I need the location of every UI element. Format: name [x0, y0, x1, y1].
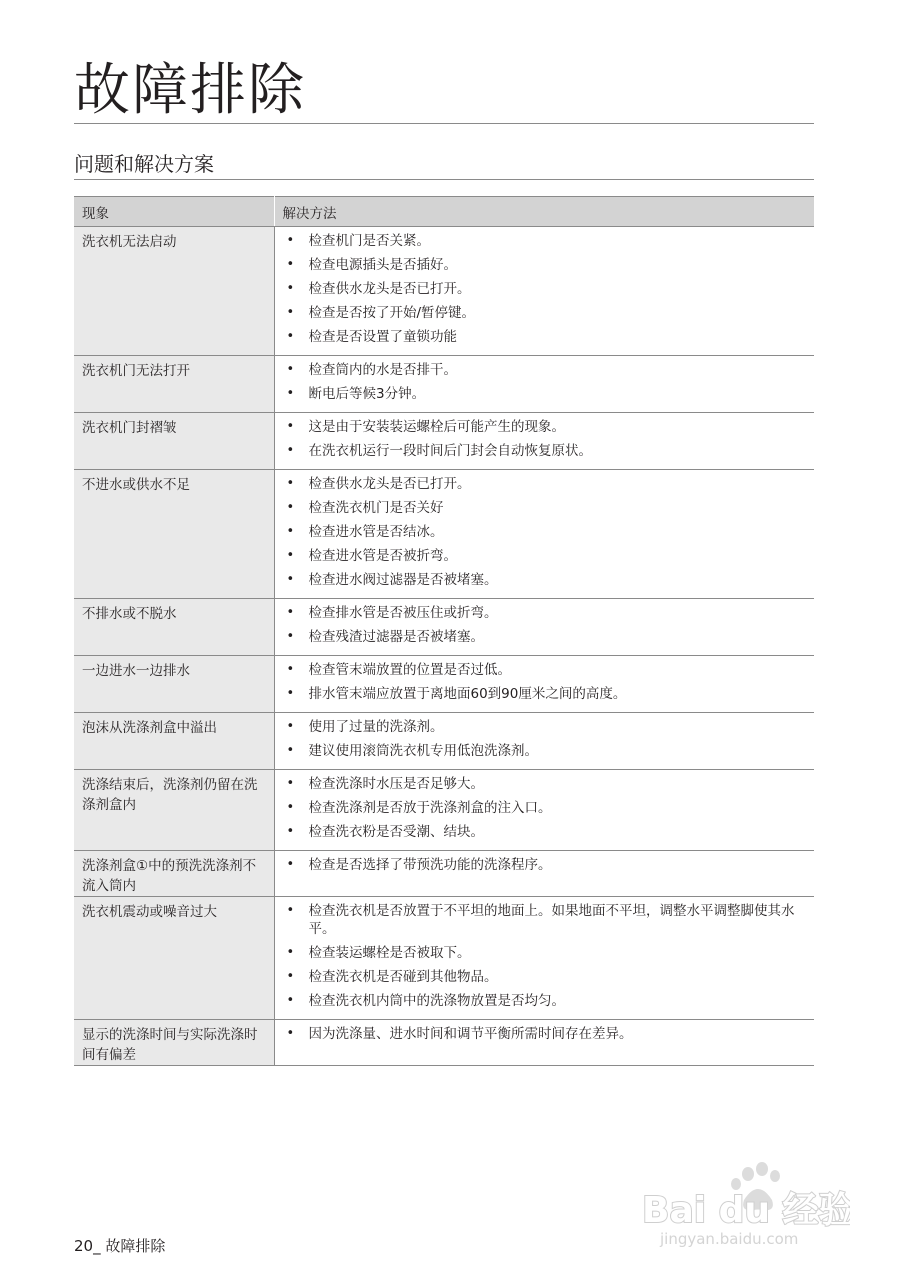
watermark-url-text: jingyan.baidu.com — [660, 1230, 799, 1248]
table-row — [74, 770, 814, 851]
solution-item: • 检查洗涤时水压是否足够大。 — [285, 775, 807, 793]
solution-item: • 检查洗衣机是否碰到其他物品。 — [285, 968, 807, 986]
watermark — [640, 1160, 850, 1250]
page-title: 故障排除 — [74, 58, 306, 123]
symptom-cell: 洗涤剂盒①中的预洗洗涤剂不流入筒内 — [74, 851, 274, 897]
solution-cell — [274, 851, 814, 897]
symptom-cell: 泡沫从洗涤剂盒中溢出 — [74, 713, 274, 770]
symptom-cell: 显示的洗涤时间与实际洗涤时间有偏差 — [74, 1020, 274, 1066]
solution-cell — [274, 1020, 814, 1066]
solution-item: • 检查装运螺栓是否被取下。 — [285, 944, 807, 962]
solution-item: • 检查供水龙头是否已打开。 — [285, 475, 807, 493]
solution-cell — [274, 713, 814, 770]
solution-item: • 检查是否按了开始/暂停键。 — [285, 304, 807, 322]
solution-item: • 检查管末端放置的位置是否过低。 — [285, 661, 807, 679]
solution-item: • 检查是否设置了童锁功能 — [285, 328, 807, 346]
solution-list — [285, 475, 807, 589]
table-header-row — [74, 197, 814, 227]
table-row — [74, 851, 814, 897]
solution-item: • 检查排水管是否被压住或折弯。 — [285, 604, 807, 622]
solution-item: • 断电后等候3分钟。 — [285, 385, 807, 403]
table-row — [74, 227, 814, 356]
solution-item: • 建议使用滚筒洗衣机专用低泡洗涤剂。 — [285, 742, 807, 760]
solution-item: • 检查进水管是否被折弯。 — [285, 547, 807, 565]
table-row — [74, 897, 814, 1020]
solution-list — [285, 718, 807, 760]
symptom-cell: 洗衣机无法启动 — [74, 227, 274, 356]
watermark-logo — [640, 1160, 850, 1250]
solution-list — [285, 1025, 807, 1043]
solution-cell — [274, 599, 814, 656]
watermark-brand-text: Bai du 经验 — [642, 1190, 850, 1231]
solution-cell — [274, 770, 814, 851]
solution-list — [285, 856, 807, 874]
solution-item: • 检查筒内的水是否排干。 — [285, 361, 807, 379]
solution-item: • 在洗衣机运行一段时间后门封会自动恢复原状。 — [285, 442, 807, 460]
table-row — [74, 1020, 814, 1066]
symptom-cell: 洗衣机震动或噪音过大 — [74, 897, 274, 1020]
table-row — [74, 599, 814, 656]
symptom-cell: 洗涤结束后，洗涤剂仍留在洗涤剂盒内 — [74, 770, 274, 851]
solution-list — [285, 604, 807, 646]
symptom-cell: 洗衣机门封褶皱 — [74, 413, 274, 470]
header-symptom: 现象 — [74, 197, 274, 227]
table-row — [74, 356, 814, 413]
solution-cell — [274, 656, 814, 713]
troubleshooting-table — [74, 196, 814, 1066]
solution-cell — [274, 356, 814, 413]
title-divider — [74, 123, 814, 124]
solution-list — [285, 661, 807, 703]
page-footer: 20_ 故障排除 — [74, 1237, 166, 1255]
solution-item: • 检查洗衣粉是否受潮、结块。 — [285, 823, 807, 841]
solution-list — [285, 232, 807, 346]
table-row — [74, 413, 814, 470]
solution-item: • 因为洗涤量、进水时间和调节平衡所需时间存在差异。 — [285, 1025, 807, 1043]
solution-item: • 检查是否选择了带预洗功能的洗涤程序。 — [285, 856, 807, 874]
table-row — [74, 470, 814, 599]
solution-cell — [274, 413, 814, 470]
solution-item: • 使用了过量的洗涤剂。 — [285, 718, 807, 736]
symptom-cell: 洗衣机门无法打开 — [74, 356, 274, 413]
symptom-cell: 不进水或供水不足 — [74, 470, 274, 599]
solution-item: • 检查洗衣机是否放置于不平坦的地面上。如果地面不平坦，调整水平调整脚使其水平。 — [285, 902, 807, 938]
solution-item: • 检查洗涤剂是否放于洗涤剂盒的注入口。 — [285, 799, 807, 817]
solution-list — [285, 418, 807, 460]
solution-item: • 检查进水阀过滤器是否被堵塞。 — [285, 571, 807, 589]
symptom-cell: 一边进水一边排水 — [74, 656, 274, 713]
solution-item: • 检查洗衣机门是否关好 — [285, 499, 807, 517]
solution-item: • 检查进水管是否结冰。 — [285, 523, 807, 541]
solution-cell — [274, 897, 814, 1020]
solution-item: • 排水管末端应放置于离地面60到90厘米之间的高度。 — [285, 685, 807, 703]
solution-item: • 检查洗衣机内筒中的洗涤物放置是否均匀。 — [285, 992, 807, 1010]
solution-list — [285, 361, 807, 403]
solution-cell — [274, 470, 814, 599]
solution-list — [285, 902, 807, 1010]
section-title: 问题和解决方案 — [74, 152, 214, 176]
solution-item: • 检查电源插头是否插好。 — [285, 256, 807, 274]
table-row — [74, 656, 814, 713]
solution-item: • 这是由于安装装运螺栓后可能产生的现象。 — [285, 418, 807, 436]
solution-item: • 检查供水龙头是否已打开。 — [285, 280, 807, 298]
solution-item: • 检查机门是否关紧。 — [285, 232, 807, 250]
table-row — [74, 713, 814, 770]
section-divider — [74, 179, 814, 180]
solution-list — [285, 775, 807, 841]
table-body — [74, 227, 814, 1066]
header-solution: 解决方法 — [274, 197, 814, 227]
symptom-cell: 不排水或不脱水 — [74, 599, 274, 656]
solution-cell — [274, 227, 814, 356]
solution-item: • 检查残渣过滤器是否被堵塞。 — [285, 628, 807, 646]
